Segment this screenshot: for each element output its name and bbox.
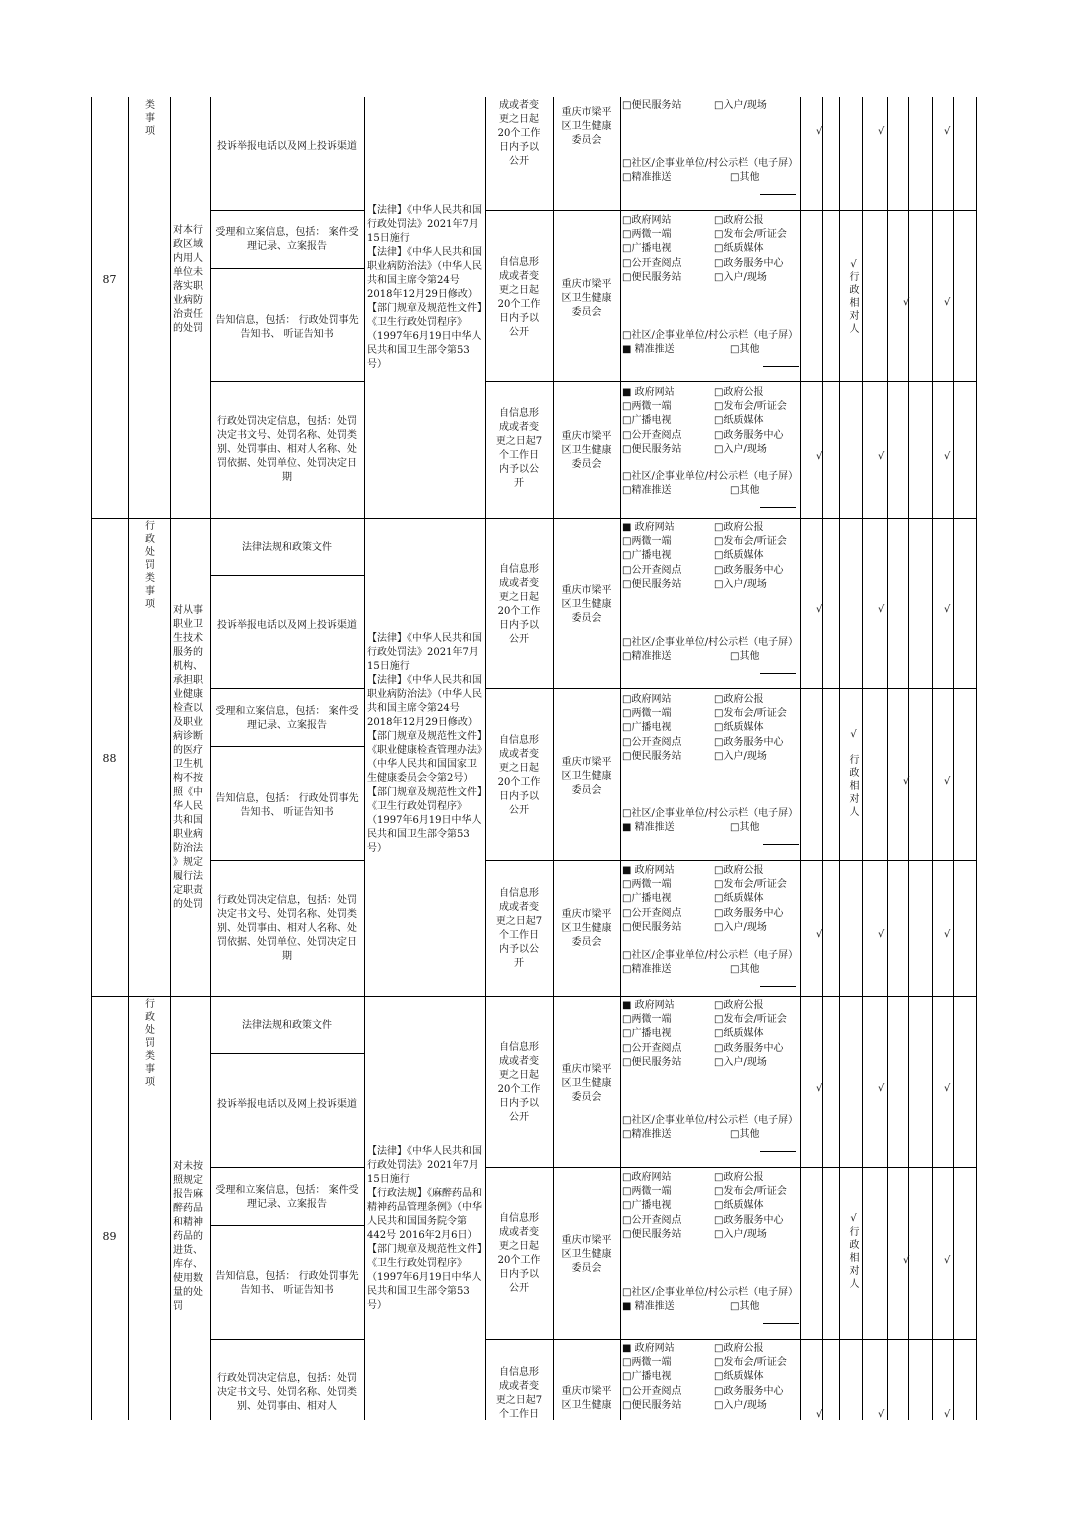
check-mark: √ [850, 729, 857, 740]
channel-options: ■ 政府网站 □政府公报 □两微一端 □发布会/听证会 □广播电视 □纸质媒体 □公开查阅点 □政务服务中心 □便民服务站 □入户/现场 [622, 387, 787, 455]
disclosure-time: 自信息形 成或者变 更之日起 20个工作 日内予以 公开 [497, 564, 541, 645]
content-item: 投诉举报电话以及网上投诉渠道 [217, 141, 357, 152]
other-blank [760, 978, 796, 987]
check-mark: √ [850, 1213, 857, 1224]
content-item: 投诉举报电话以及网上投诉渠道 [217, 620, 357, 631]
row-number: 88 [102, 752, 117, 765]
check-mark: √ [850, 259, 857, 270]
content-item: 行政处罚决定信息，包括：处罚决定书文号、处罚名称、处罚类别、处罚事由、相对人名称、处罚依据、处罚单位、处罚决定日期 [217, 416, 357, 483]
other-blank [760, 665, 796, 674]
row-number: 89 [102, 1230, 117, 1243]
channel-options-extra: □社区/企事业单位/村公示栏（电子屏） □精准推送 □其他 [622, 1115, 799, 1141]
disclosure-time: 自信息形 成或者变 更之日起7 个工作日 内予以公 开 [495, 408, 543, 489]
category-label: 行 政 处 罚 类 事 项 [145, 999, 155, 1088]
channel-options-extra: □社区/企事业单位/村公示栏（电子屏） □精准推送 □其他 [622, 637, 799, 663]
disclosure-time: 自信息形 成或者变 更之日起 20个工作 日内予以 公开 [497, 735, 541, 816]
check-mark: √ [944, 126, 951, 137]
content-item: 告知信息，包括： 行政处罚事先告知书、 听证告知书 [215, 793, 359, 818]
disclosure-subject: 重庆市梁平 区卫生健康 委员会 [561, 107, 612, 146]
check-mark: √ [903, 297, 910, 308]
disclosure-time: 成或者变 更之日起 20个工作 日内予以 公开 [497, 100, 541, 167]
content-item: 法律法规和政策文件 [242, 1020, 332, 1031]
check-mark: √ [816, 126, 823, 137]
channel-options-extra: □社区/企事业单位/村公示栏（电子屏） ■ 精准推送 □其他 [622, 1287, 799, 1313]
check-mark: √ [944, 1409, 951, 1420]
disclosure-subject: 重庆市梁平 区卫生健康 委员会 [561, 1064, 612, 1103]
target-party: 行 政 相 对 人 [849, 272, 860, 335]
check-mark: √ [903, 1255, 910, 1266]
check-mark: √ [878, 929, 885, 940]
check-mark: √ [816, 604, 823, 615]
channel-options: □政府网站 □政府公报 □两微一端 □发布会/听证会 □广播电视 □纸质媒体 □公开查阅点 □政务服务中心 □便民服务站 □入户/现场 [622, 215, 787, 283]
content-item: 行政处罚决定信息，包括：处罚决定书文号、处罚名称、处罚类别、处罚事由、相对人 [217, 1373, 357, 1412]
disclosure-subject: 重庆市梁平 区卫生健康 委员会 [561, 1235, 612, 1274]
content-item: 告知信息，包括： 行政处罚事先告知书、 听证告知书 [215, 1271, 359, 1296]
other-blank [760, 1143, 796, 1152]
check-mark: √ [944, 929, 951, 940]
check-mark: √ [816, 1409, 823, 1420]
content-item: 行政处罚决定信息，包括：处罚决定书文号、处罚名称、处罚类别、处罚事由、相对人名称、处罚依据、处罚单位、处罚决定日期 [217, 895, 357, 962]
disclosure-subject: 重庆市梁平 区卫生健康 委员会 [561, 909, 612, 948]
check-mark: √ [944, 451, 951, 462]
channel-options-extra: □社区/企事业单位/村公示栏（电子屏） ■ 精准推送 □其他 [622, 330, 799, 356]
check-mark: √ [878, 1083, 885, 1094]
check-mark: √ [944, 1083, 951, 1094]
channel-options: □政府网站 □政府公报 □两微一端 □发布会/听证会 □广播电视 □纸质媒体 □公开查阅点 □政务服务中心 □便民服务站 □入户/现场 [622, 694, 787, 762]
disclosure-time: 自信息形 成或者变 更之日起 20个工作 日内予以 公开 [497, 1042, 541, 1123]
disclosure-subject: 重庆市梁平 区卫生健康 委员会 [561, 585, 612, 624]
content-item: 受理和立案信息，包括： 案件受理记录、立案报告 [215, 706, 359, 731]
channel-options: □政府网站 □政府公报 □两微一端 □发布会/听证会 □广播电视 □纸质媒体 □公开查阅点 □政务服务中心 □便民服务站 □入户/现场 [622, 1172, 787, 1240]
channel-options: □便民服务站 □入户/现场 [622, 100, 767, 111]
item-name: 对未按 照规定 报告麻 醉药品 和精神 药品的 进货、 库存、 使用数 量的处 罚 [173, 1161, 203, 1312]
disclosure-time: 自信息形 成或者变 更之日起 20个工作 日内予以 公开 [497, 1213, 541, 1294]
item-name: 对从事 职业卫 生技术 服务的 机构、 承担职 业健康 检查以 及职业 病诊断 的医疗 卫生机 构不按 照《中 华人民 共和国 职业病 防治法 》规定 履行法 定职责 的处罚 [173, 605, 203, 910]
target-party: 行 政 相 对 人 [849, 1227, 860, 1290]
legal-basis: 【法律】《中华人民共和国行政处罚法》2021年7月15日施行 【法律】《中华人民共和国职业病防治法》（中华人民共和国主席令第24号 2018年12月29日修改） 【部门规章及规范性文件】《卫生行政处罚程序》（1997年6月19日中华人民共和国卫生部令第53号） [367, 205, 482, 370]
channel-options: ■ 政府网站 □政府公报 □两微一端 □发布会/听证会 □广播电视 □纸质媒体 □公开查阅点 □政务服务中心 □便民服务站 □入户/现场 [622, 1343, 787, 1411]
check-mark: √ [944, 776, 951, 787]
content-item: 投诉举报电话以及网上投诉渠道 [217, 1099, 357, 1110]
legal-basis: 【法律】《中华人民共和国行政处罚法》2021年7月15日施行 【法律】《中华人民共和国职业病防治法》（中华人民共和国主席令第24号 2018年12月29日修改） 【部门规章及规范性文件】《职业健康检查管理办法》（中华人民共和国国家卫生健康委员会令第2号） 【部门规章及规范性文件】《卫生行政处罚程序》（1997年6月19日中华人民共和国卫生部令第53号） [367, 633, 482, 854]
disclosure-time: 自信息形 成或者变 更之日起7 个工作日 [495, 1367, 543, 1420]
category-label: 类 事 项 [145, 100, 155, 137]
check-mark: √ [816, 451, 823, 462]
disclosure-subject: 重庆市梁平 区卫生健康 委员会 [561, 279, 612, 318]
check-mark: √ [878, 1409, 885, 1420]
item-name: 对本行 政区域 内用人 单位未 落实职 业病防 治责任 的处罚 [173, 225, 203, 334]
check-mark: √ [878, 604, 885, 615]
check-mark: √ [903, 776, 910, 787]
channel-options: ■ 政府网站 □政府公报 □两微一端 □发布会/听证会 □广播电视 □纸质媒体 □公开查阅点 □政务服务中心 □便民服务站 □入户/现场 [622, 865, 787, 933]
check-mark: √ [944, 604, 951, 615]
other-blank [763, 358, 799, 367]
check-mark: √ [944, 297, 951, 308]
check-mark: √ [944, 1255, 951, 1266]
channel-options-extra: □社区/企事业单位/村公示栏（电子屏） □精准推送 □其他 [622, 158, 799, 184]
check-mark: √ [816, 1083, 823, 1094]
channel-options: ■ 政府网站 □政府公报 □两微一端 □发布会/听证会 □广播电视 □纸质媒体 □公开查阅点 □政务服务中心 □便民服务站 □入户/现场 [622, 522, 787, 590]
content-item: 法律法规和政策文件 [242, 542, 332, 553]
content-item: 受理和立案信息，包括： 案件受理记录、立案报告 [215, 1185, 359, 1210]
check-mark: √ [816, 929, 823, 940]
other-blank [763, 1315, 799, 1324]
disclosure-subject: 重庆市梁平 区卫生健康 [561, 1386, 612, 1411]
content-item: 告知信息，包括： 行政处罚事先告知书、 听证告知书 [215, 315, 359, 340]
disclosure-subject: 重庆市梁平 区卫生健康 委员会 [561, 757, 612, 796]
legal-basis: 【法律】《中华人民共和国行政处罚法》2021年7月15日施行 【行政法规】《麻醉药品和精神药品管理条例》（中华人民共和国国务院令第442号 2016年2月6日） 【部门规章及规范性文件】《卫生行政处罚程序》（1997年6月19日中华人民共和国卫生部令第53号） [367, 1146, 482, 1311]
disclosure-time: 自信息形 成或者变 更之日起 20个工作 日内予以 公开 [497, 257, 541, 338]
channel-options-extra: □社区/企事业单位/村公示栏（电子屏） □精准推送 □其他 [622, 950, 799, 976]
category-label: 行 政 处 罚 类 事 项 [145, 521, 155, 610]
disclosure-subject: 重庆市梁平 区卫生健康 委员会 [561, 431, 612, 470]
channel-options-extra: □社区/企事业单位/村公示栏（电子屏） □精准推送 □其他 [622, 471, 799, 497]
channel-options-extra: □社区/企事业单位/村公示栏（电子屏） ■ 精准推送 □其他 [622, 808, 799, 834]
row-number: 87 [102, 273, 117, 286]
target-party: 行 政 相 对 人 [849, 755, 860, 818]
content-item: 受理和立案信息，包括： 案件受理记录、立案报告 [215, 227, 359, 252]
check-mark: √ [878, 451, 885, 462]
disclosure-time: 自信息形 成或者变 更之日起7 个工作日 内予以公 开 [495, 888, 543, 969]
check-mark: √ [878, 126, 885, 137]
other-blank [763, 836, 799, 845]
other-blank [760, 499, 796, 508]
other-blank [760, 186, 796, 195]
channel-options: ■ 政府网站 □政府公报 □两微一端 □发布会/听证会 □广播电视 □纸质媒体 □公开查阅点 □政务服务中心 □便民服务站 □入户/现场 [622, 1000, 787, 1068]
